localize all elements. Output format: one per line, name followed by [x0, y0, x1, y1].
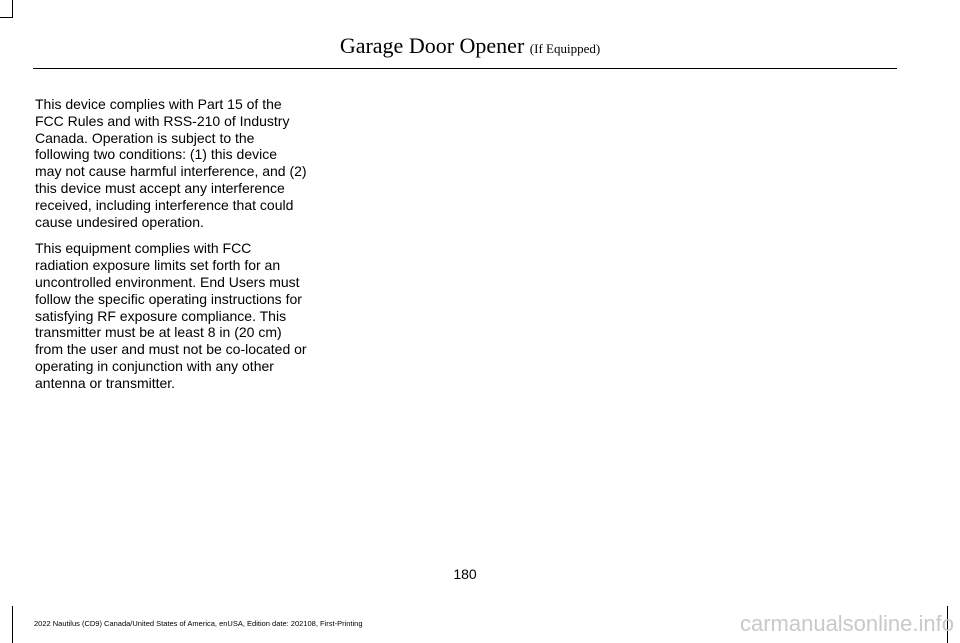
paragraph-rf-exposure: This equipment complies with FCC radiation exposure limits set forth for an uncontrolled environment. End Users must follow the specific operating instructions for satisfying RF exposure compliance. This transmitter must be at least 8 in (20 cm) from the user and must not be co-located or operating in conjunction with any other antenna or transmitter. [35, 240, 307, 391]
page-number: 180 [453, 566, 477, 582]
crop-mark-top-left-vertical [12, 0, 13, 17]
paragraph-fcc-compliance: This device complies with Part 15 of the FCC Rules and with RSS-210 of Industry Canada. Operation is subject to the following two conditions: (1) this device may not cause harmful interference, and (2) this device must accept any interference received, including interference that could cause undesired operation. [35, 96, 307, 230]
body-text-column [35, 96, 307, 402]
watermark-text: carmanualsonline.info [739, 611, 954, 636]
section-title: Garage Door Opener [339, 33, 525, 58]
page-header [300, 33, 640, 59]
section-subtitle: (If Equipped) [529, 41, 601, 56]
header-divider [33, 68, 897, 69]
footer-edition-text: 2022 Nautilus (CD9) Canada/United States of America, enUSA, Edition date: 202108, First-Printing [34, 619, 363, 628]
crop-mark-bottom-left-vertical [12, 606, 13, 643]
crop-mark-top-left-horizontal [0, 17, 13, 18]
